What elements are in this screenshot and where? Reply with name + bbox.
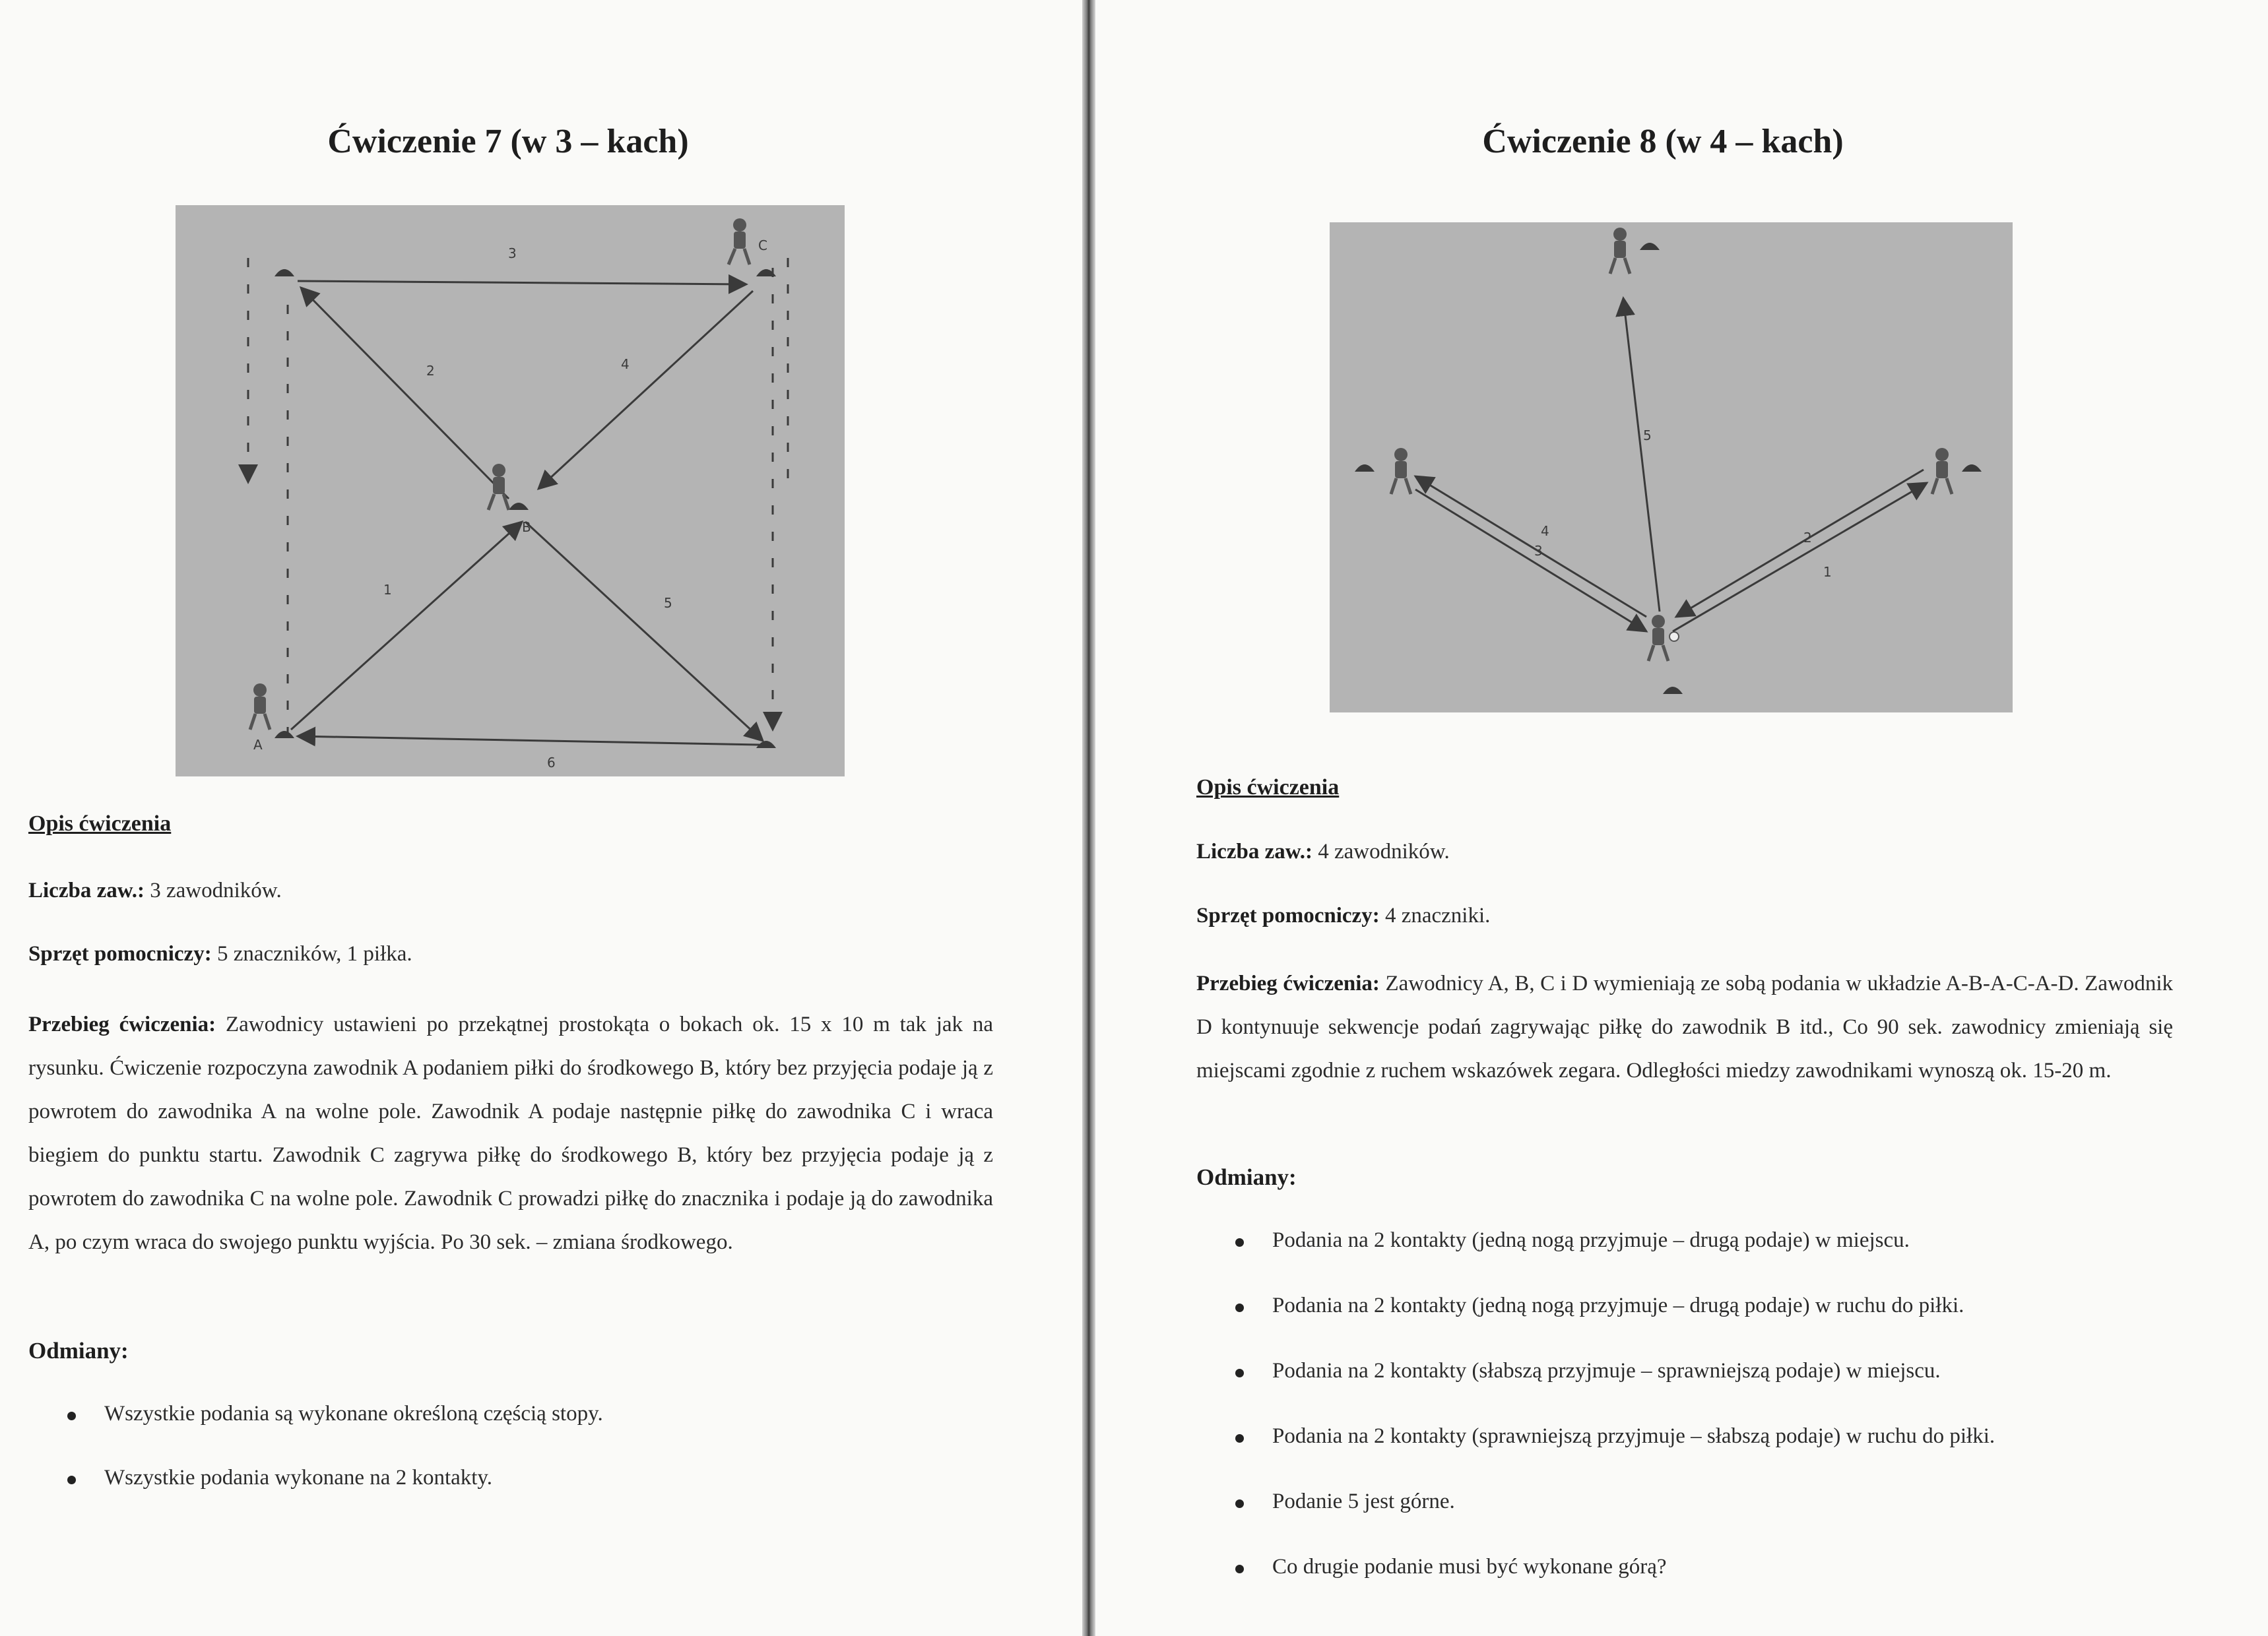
course-label: Przebieg ćwiczenia:: [1196, 972, 1380, 995]
section-heading: Opis ćwiczenia: [28, 811, 172, 836]
pass-arrow-3: [298, 281, 746, 284]
cone-marker: [275, 731, 294, 738]
equipment-value: 4 znaczniki.: [1384, 904, 1491, 928]
player-label-a: A: [253, 737, 263, 753]
pass-label-4: 4: [1541, 523, 1549, 539]
pass-arrow-4: [538, 291, 753, 489]
player-figure-right: [1932, 448, 1952, 494]
bullet-icon: [1235, 1434, 1244, 1443]
pass-label-1: 1: [1823, 564, 1832, 580]
variant-text: Co drugie podanie musi być wykonane górą?: [1272, 1555, 1667, 1579]
book-gutter: [1082, 0, 1095, 1636]
right-page: [1095, 0, 2268, 1636]
pass-arrow-1: [1673, 483, 1927, 631]
list-item: [1233, 1359, 1995, 1383]
pass-arrow-1: [291, 522, 522, 730]
variant-text: Podania na 2 kontakty (sprawniejszą przyjmuje – słabszą podaje) w ruchu do piłki.: [1272, 1424, 1995, 1448]
equipment-value: 5 znaczników, 1 piłka.: [216, 942, 412, 966]
course-description: [28, 1003, 993, 1264]
players-count: [1196, 840, 1450, 864]
variant-text: Podanie 5 jest górne.: [1272, 1490, 1455, 1513]
left-page: [0, 0, 1082, 1636]
pass-label-3: 3: [508, 245, 517, 261]
bullet-icon: [1235, 1238, 1244, 1247]
list-item: [1233, 1555, 1995, 1579]
pass-label-1: 1: [383, 582, 392, 598]
variants-heading: Odmiany:: [28, 1338, 129, 1364]
cone-marker: [1663, 687, 1683, 694]
players-count-value: 3 zawodników.: [150, 879, 282, 902]
pass-arrow-2: [1676, 470, 1924, 617]
variant-text: Podania na 2 kontakty (jedną nogą przyjmuje – drugą podaje) w miejscu.: [1272, 1228, 1910, 1252]
variant-text: Wszystkie podania są wykonane określoną częścią stopy.: [104, 1402, 603, 1426]
course-description: [1196, 962, 2173, 1092]
pass-arrow-4: [1415, 476, 1646, 617]
course-label: Przebieg ćwiczenia:: [28, 1013, 216, 1036]
list-item: [1233, 1228, 1995, 1253]
drill-diagram-svg: [1330, 222, 2013, 712]
pass-label-5: 5: [664, 595, 672, 611]
bullet-icon: [1235, 1499, 1244, 1508]
section-heading: Opis ćwiczenia: [1196, 775, 1340, 800]
list-item: [1233, 1294, 1995, 1318]
exercise-diagram: [1330, 222, 2013, 712]
equipment-label: Sprzęt pomocniczy:: [1196, 904, 1380, 928]
player-figure-bottom: [1648, 615, 1679, 661]
course-text: Zawodnicy ustawieni po przekątnej prostokąta o bokach ok. 15 x 10 m tak jak na rysunku. Ćwiczenie rozpoczyna zawodnik A podaniem piłki do środkowego B, który bez przyjęcia podaje ją z powrotem do zawodnika A na wolne pole. Zawodnik A podaje następnie piłkę do zawodnika C i wraca biegiem do punktu startu. Zawodnik C zagrywa piłkę do środkowego B, który bez przyjęcia podaje ją z powrotem do zawodnika C na wolne pole. Zawodnik C prowadzi piłkę do znacznika i podaje ją do zawodnika A, po czym wraca do swojego punktu wyjścia. Po 30 sek. – zmiana środkowego.: [28, 1013, 994, 1254]
players-count-value: 4 zawodników.: [1318, 840, 1450, 864]
page-title: Ćwiczenie 8 (w 4 – kach): [1482, 123, 1844, 160]
pass-label-6: 6: [547, 755, 556, 771]
list-item: [1233, 1490, 1995, 1514]
bullet-icon: [1235, 1304, 1244, 1312]
variants-heading: Odmiany:: [1196, 1164, 1297, 1190]
cone-marker: [275, 269, 294, 276]
player-figure-b: [488, 464, 509, 510]
player-figure-top: [1610, 228, 1630, 274]
pass-arrow-3: [1415, 489, 1646, 631]
cone-marker: [1355, 464, 1375, 472]
variant-text: Wszystkie podania wykonane na 2 kontakty.: [104, 1466, 493, 1490]
pass-arrow-2: [301, 288, 509, 499]
players-count-label: Liczba zaw.:: [28, 879, 145, 902]
variants-list: [65, 1402, 603, 1490]
bullet-icon: [67, 1412, 76, 1420]
player-label-b: B: [522, 519, 531, 535]
equipment: [1196, 904, 1490, 928]
player-figure-c: [729, 218, 750, 265]
equipment-label: Sprzęt pomocniczy:: [28, 942, 212, 966]
pass-label-2: 2: [426, 363, 435, 379]
pass-label-5: 5: [1643, 427, 1652, 443]
pass-label-4: 4: [621, 356, 630, 372]
bullet-icon: [67, 1476, 76, 1484]
pass-arrow-5: [525, 522, 763, 741]
variant-text: Podania na 2 kontakty (słabszą przyjmuje – sprawniejszą podaje) w miejscu.: [1272, 1359, 1941, 1383]
cone-marker: [1640, 243, 1660, 250]
list-item: [1233, 1424, 1995, 1449]
bullet-icon: [1235, 1369, 1244, 1377]
pass-label-2: 2: [1803, 530, 1812, 546]
players-count: [28, 879, 282, 903]
exercise-diagram: [176, 205, 845, 776]
cone-marker: [509, 503, 529, 510]
bullet-icon: [1235, 1565, 1244, 1573]
pass-label-3: 3: [1534, 543, 1543, 559]
list-item: [65, 1402, 603, 1426]
course-text: Zawodnicy A, B, C i D wymieniają ze sobą podania w układzie A-B-A-C-A-D. Zawodnik D kontynuuje sekwencje podań zagrywając piłkę do zawodnik B itd., Co 90 sek. zawodnicy zmieniają się miejscami zgodnie z ruchem wskazówek zegara. Odległości miedzy zawodnikami wynoszą ok. 15-20 m.: [1196, 972, 2173, 1083]
variant-text: Podania na 2 kontakty (jedną nogą przyjmuje – drugą podaje) w ruchu do piłki.: [1272, 1294, 1964, 1317]
player-figure-left: [1391, 448, 1411, 494]
pass-arrow-6: [298, 736, 760, 745]
player-figure-a: [250, 683, 270, 730]
pass-arrow-5: [1623, 298, 1660, 612]
cone-marker: [1962, 464, 1982, 472]
list-item: [65, 1466, 603, 1490]
players-count-label: Liczba zaw.:: [1196, 840, 1312, 864]
equipment: [28, 942, 412, 966]
player-label-c: C: [758, 237, 767, 253]
page-title: Ćwiczenie 7 (w 3 – kach): [327, 123, 689, 160]
variants-list: [1233, 1228, 1995, 1579]
drill-diagram-svg: [176, 205, 845, 776]
